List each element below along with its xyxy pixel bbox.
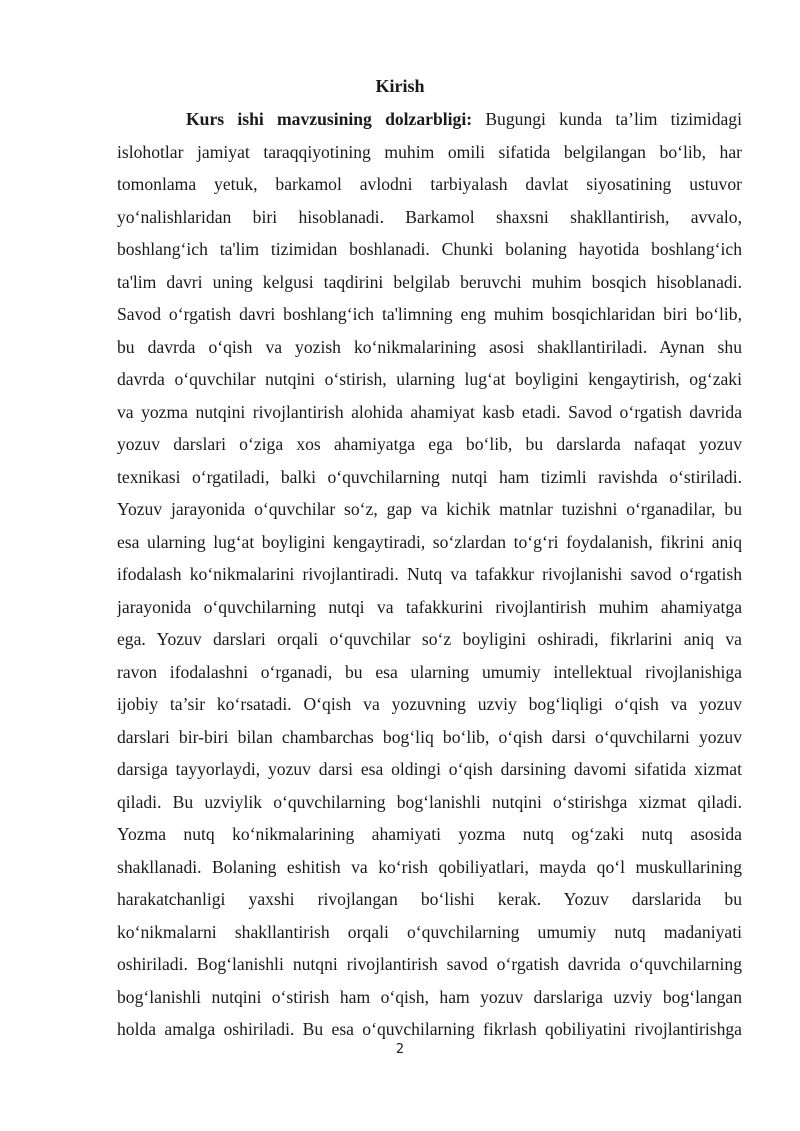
text-line: bu davrda o‘qish va yozish ko‘nikmalarining asosi shakllantiriladi. Aynan shu [117,336,742,357]
text-line: darslari bir-biri bilan chambarchas bog‘liq bo‘lib, o‘qish darsi o‘quvchilarni yozuv [117,726,742,747]
text-line: tomonlama yetuk, barkamol avlodni tarbiyalash davlat siyosatining ustuvor [117,174,742,194]
text-line: Yozuv jarayonida o‘quvchilar so‘z, gap va kichik matnlar tuzishni o‘rganadilar, bu [117,499,742,519]
text-line: jarayonida o‘quvchilarning nutqi va tafakkurini rivojlantirish muhim ahamiyatga [117,596,742,617]
page-number: 2 [395,1042,405,1057]
text-line: yo‘nalishlaridan biri hisoblanadi. Barkamol shaxsni shakllantirish, avvalo, [117,206,742,227]
text-line: Yozma nutq ko‘nikmalarining ahamiyati yozma nutq og‘zaki nutq asosida [117,824,742,844]
text-line: ko‘nikmalarni shakllantirish orqali o‘quvchilarning umumiy nutq madaniyati [117,921,742,942]
text-line: ega. Yozuv darslari orqali o‘quvchilar so‘z boyligini oshiradi, fikrlarini aniq va [117,629,742,649]
text-line: boshlang‘ich ta'lim tizimidan boshlanadi. Chunki bolaning hayotida boshlang‘ich [117,239,742,259]
text-line: ta'lim davri uning kelgusi taqdirini belgilab beruvchi muhim bosqich hisoblanadi. [117,271,742,292]
text-line: ijobiy ta’sir ko‘rsatadi. O‘qish va yozuvning uzviy bog‘liqligi o‘qish va yozuv [117,694,742,714]
text-line: ravon ifodalashni o‘rganadi, bu esa ularning umumiy intellektual rivojlanishiga [117,661,742,682]
text-line: oshiriladi. Bog‘lanishli nutqni rivojlantirish savod o‘rgatish davrida o‘quvchilarning [117,954,742,974]
text-line: yozuv darslari o‘ziga xos ahamiyatga ega bo‘lib, bu darslarda nafaqat yozuv [117,434,742,454]
text-line: ifodalash ko‘nikmalarini rivojlantiradi. Nutq va tafakkur rivojlanishi savod o‘rgatish [117,564,742,584]
lead-phrase: Kurs ishi mavzusining dolzarbligi: [186,109,473,129]
text-line [117,103,742,136]
text-line: bog‘lanishli nutqini o‘stirish ham o‘qish, ham yozuv darslariga uzviy bog‘langan [117,986,742,1007]
text-line: davrda o‘quvchilar nutqini o‘stirish, ularning lug‘at boyligini kengaytirish, og‘zaki [117,369,742,389]
section-heading: Kirish [375,76,425,96]
text-line: esa ularning lug‘at boyligini kengaytiradi, so‘zlardan to‘g‘ri foydalanish, fikrini aniq [117,531,742,552]
text-line: qiladi. Bu uzviylik o‘quvchilarning bog‘lanishli nutqini o‘stirishga xizmat qiladi. [117,791,742,812]
text-line: islohotlar jamiyat taraqqiyotining muhim omili sifatida belgilangan bo‘lib, har [117,141,742,162]
text-line: Savod o‘rgatish davri boshlang‘ich ta'limning eng muhim bosqichlaridan biri bo‘lib, [117,304,742,324]
text-line: shakllanadi. Bolaning eshitish va ko‘rish qobiliyatlari, mayda qo‘l muskullarining [117,856,742,877]
text-line: va yozma nutqini rivojlantirish alohida ahamiyat kasb etadi. Savod o‘rgatish davrida [117,401,742,422]
text-line: darsiga tayyorlaydi, yozuv darsi esa oldingi o‘qish darsining davomi sifatida xizmat [117,759,742,779]
text-line: harakatchanligi yaxshi rivojlangan bo‘lishi kerak. Yozuv darslarida bu [117,889,742,909]
body-text [117,103,742,1046]
text-line: holda amalga oshiriladi. Bu esa o‘quvchilarning fikrlash qobiliyatini rivojlantirishga [117,1019,742,1039]
text-line: texnikasi o‘rgatiladi, balki o‘quvchilarning nutqi ham tizimli ravishda o‘stiriladi. [117,466,742,487]
text-line-rest: Bugungi kunda ta’lim tizimidagi [472,109,742,129]
